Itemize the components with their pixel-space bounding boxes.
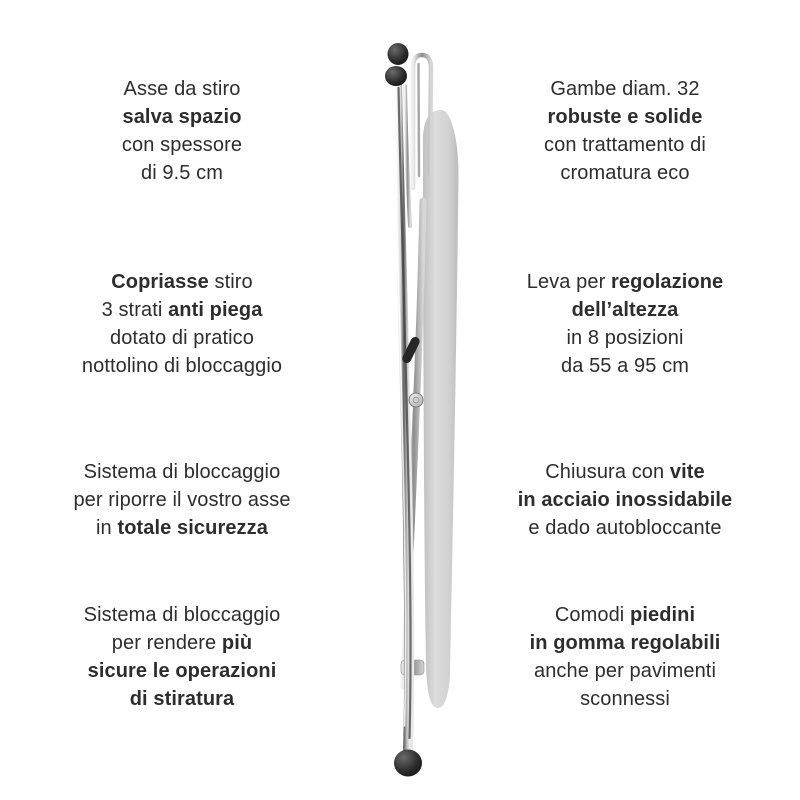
- feature-line: [58, 103, 306, 131]
- feature-text-bold: di stiratura: [129, 688, 235, 710]
- feature-text-bold: salva spazio: [122, 106, 242, 128]
- feature-text: Asse da stiro: [123, 78, 241, 100]
- feature-line: [501, 458, 749, 486]
- feature-text: cromatura eco: [560, 162, 690, 184]
- feature-line: [58, 159, 306, 187]
- feature-text-bold: Copriasse: [111, 271, 209, 293]
- feature-text-bold: totale sicurezza: [117, 517, 268, 539]
- feature-line: [501, 131, 749, 159]
- feature-text-bold: più: [221, 632, 253, 654]
- feature-leva-altezza: [501, 268, 749, 380]
- feature-line: [58, 657, 306, 685]
- feature-chiusura-vite: [501, 458, 749, 542]
- pivot-bolt-center: [413, 397, 419, 403]
- feature-text: con trattamento di: [544, 134, 706, 156]
- feature-line: [58, 75, 306, 103]
- feature-line: [501, 601, 749, 629]
- feature-salva-spazio: [58, 75, 306, 187]
- feature-text: per riporre il vostro asse: [73, 489, 291, 511]
- rear-tube-upper: [405, 86, 410, 226]
- feature-text: stiro: [208, 271, 253, 293]
- feature-line: [501, 296, 749, 324]
- feature-line: [501, 352, 749, 380]
- frame-loop: [413, 55, 431, 188]
- feature-text: per rendere: [111, 632, 222, 654]
- ironing-board-image: [380, 26, 475, 783]
- feature-line: [58, 629, 306, 657]
- board-cover: [423, 110, 459, 708]
- feature-line: [501, 514, 749, 542]
- feature-text: Gambe diam. 32: [550, 78, 700, 100]
- feature-text-bold: sicure le operazioni: [87, 660, 277, 682]
- feature-line: [501, 324, 749, 352]
- feature-line: [58, 458, 306, 486]
- feature-text-bold: vite: [669, 461, 705, 483]
- feature-text: in: [96, 517, 118, 539]
- rubber-foot-top-icon: [388, 43, 409, 65]
- feature-text-bold: dell’altezza: [571, 299, 679, 321]
- feature-text-bold: regolazione: [611, 271, 724, 293]
- feature-line: [58, 486, 306, 514]
- feature-text-bold: in gomma regolabili: [529, 632, 721, 654]
- feature-text: Sistema di bloccaggio: [83, 604, 281, 626]
- feature-text: dotato di pratico: [109, 327, 254, 349]
- feature-gambe-robuste: [501, 75, 749, 187]
- feature-bloccaggio-stiratura: [58, 601, 306, 713]
- feature-line: [501, 685, 749, 713]
- feature-line: [58, 268, 306, 296]
- feature-text: Comodi: [554, 604, 631, 626]
- feature-line: [58, 131, 306, 159]
- feature-line: [58, 352, 306, 380]
- feature-line: [501, 159, 749, 187]
- feature-text: sconnessi: [580, 688, 670, 710]
- feature-piedini-gomma: [501, 601, 749, 713]
- feature-line: [501, 657, 749, 685]
- rubber-foot-bottom-icon: [394, 750, 422, 777]
- feature-text: nottolino di bloccaggio: [81, 355, 283, 377]
- feature-bloccaggio-sicurezza: [58, 458, 306, 542]
- feature-text: da 55 a 95 cm: [560, 355, 690, 377]
- feature-line: [501, 629, 749, 657]
- feature-line: [58, 324, 306, 352]
- feature-line: [501, 268, 749, 296]
- feature-line: [501, 75, 749, 103]
- feature-text: 3 strati: [101, 299, 169, 321]
- feature-line: [58, 514, 306, 542]
- feature-text: Chiusura con: [545, 461, 670, 483]
- feature-text-bold: piedini: [630, 604, 696, 626]
- feature-text-bold: anti piega: [168, 299, 263, 321]
- feature-text: e dado autobloccante: [528, 517, 722, 539]
- feature-text: con spessore: [121, 134, 243, 156]
- feature-text: Sistema di bloccaggio: [83, 461, 281, 483]
- feature-text: anche per pavimenti: [533, 660, 716, 682]
- feature-line: [501, 103, 749, 131]
- feature-text: Leva per: [526, 271, 612, 293]
- feature-line: [58, 296, 306, 324]
- feature-text-bold: in acciaio inossidabile: [517, 489, 733, 511]
- feature-line: [58, 601, 306, 629]
- feature-text: in 8 posizioni: [566, 327, 684, 349]
- frame-loop-inner: [419, 64, 420, 176]
- feature-text: di 9.5 cm: [140, 162, 224, 184]
- feature-copriasse: [58, 268, 306, 380]
- feature-line: [501, 486, 749, 514]
- feature-line: [58, 685, 306, 713]
- feature-text-bold: robuste e solide: [547, 106, 703, 128]
- rubber-foot-top-icon: [385, 66, 407, 86]
